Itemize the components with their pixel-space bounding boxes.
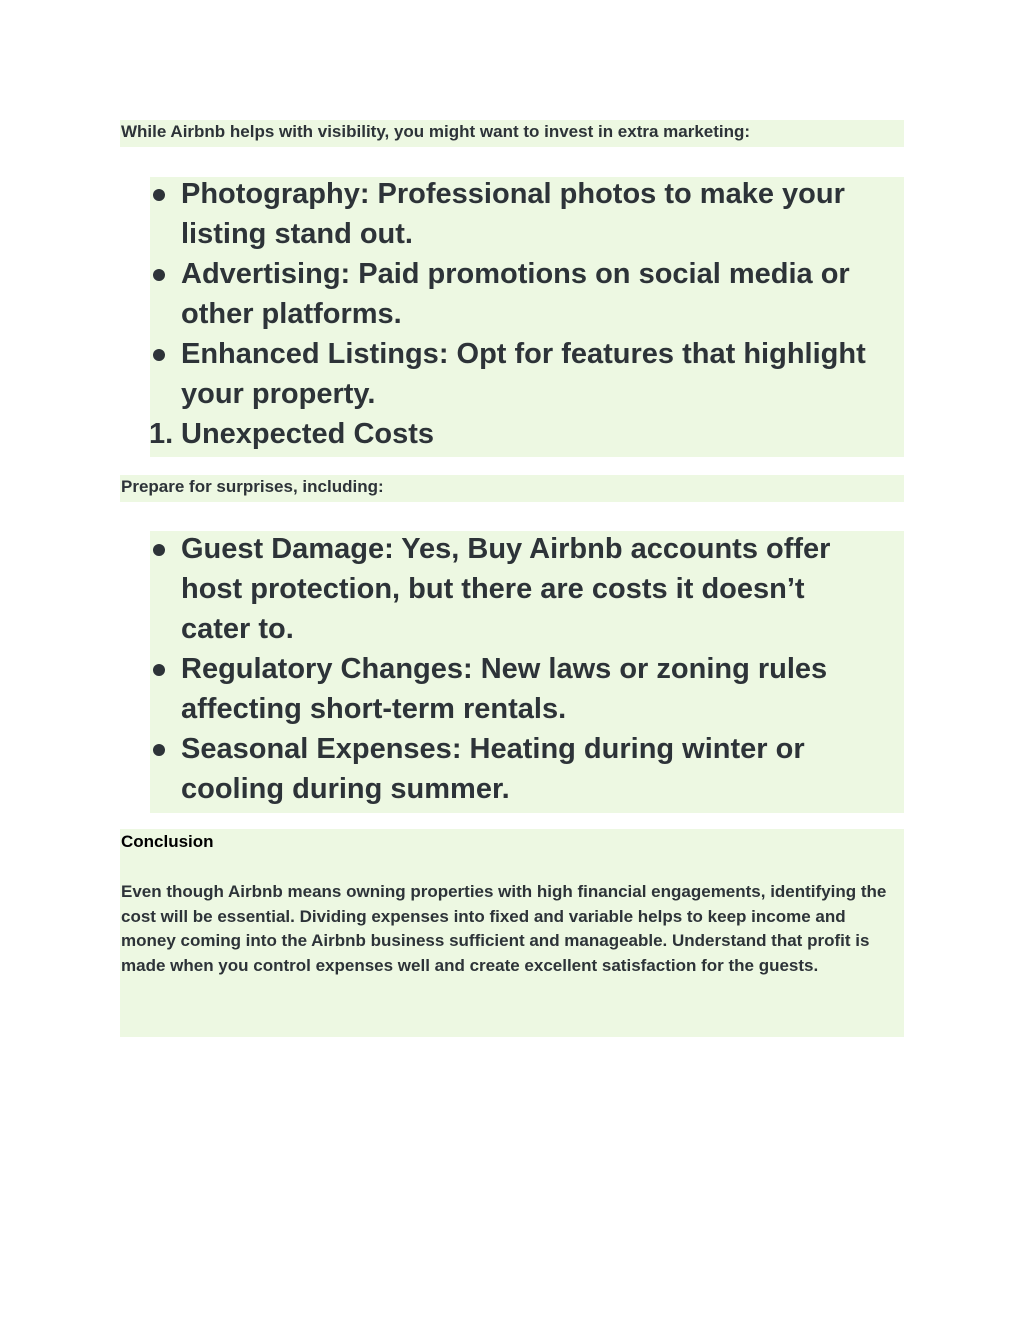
conclusion-heading: Conclusion [121, 832, 214, 851]
bullet-icon [153, 189, 165, 201]
list-item [150, 254, 904, 334]
list-item [150, 529, 870, 649]
bullet-icon [153, 269, 165, 281]
list-item [150, 649, 870, 729]
list-item [150, 334, 904, 414]
surprises-list-block [150, 531, 904, 813]
conclusion-paragraph: Even though Airbnb means owning properties with high financial engagements, identifying the cost will be essential. Dividing expenses into fixed and variable helps to keep income and money coming into the Airbnb business sufficient and manageable. Understand that profit is made when you control expenses well and create excellent satisfaction for the guests. [121, 882, 887, 975]
numbered-list-item [150, 414, 904, 454]
surprises-intro-text: Prepare for surprises, including: [121, 477, 384, 496]
list-item [150, 729, 870, 809]
marketing-list-block [150, 177, 904, 457]
bullet-icon [153, 664, 165, 676]
conclusion-block [120, 829, 904, 1037]
list-item-text: Enhanced Listings: Opt for features that highlight your property. [181, 338, 866, 410]
surprises-list [150, 529, 870, 809]
list-number: 1. [149, 418, 174, 450]
list-item [150, 174, 904, 254]
list-item-text: Regulatory Changes: New laws or zoning rules affecting short-term rentals. [181, 653, 828, 725]
bullet-icon [153, 544, 165, 556]
marketing-intro-block [120, 120, 904, 147]
surprises-intro-block [120, 475, 904, 502]
marketing-intro-text: While Airbnb helps with visibility, you might want to invest in extra marketing: [121, 122, 751, 141]
list-item-text: Seasonal Expenses: Heating during winter or cooling during summer. [181, 733, 805, 805]
list-item-text: Unexpected Costs [181, 418, 435, 450]
list-item-text: Guest Damage: Yes, Buy Airbnb accounts offer host protection, but there are costs it doesn’t cater to. [181, 533, 831, 645]
list-item-text: Photography: Professional photos to make your listing stand out. [181, 178, 845, 250]
bullet-icon [153, 349, 165, 361]
bullet-icon [153, 744, 165, 756]
marketing-list [150, 174, 904, 454]
list-item-text: Advertising: Paid promotions on social media or other platforms. [181, 258, 850, 330]
